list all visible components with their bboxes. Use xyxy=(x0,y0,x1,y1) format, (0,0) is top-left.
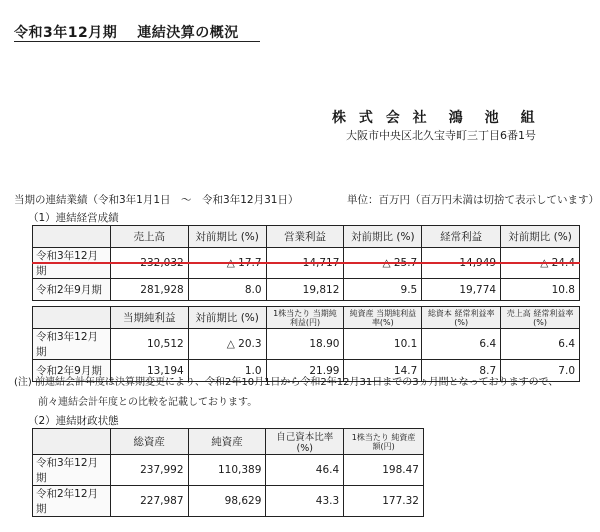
header-cell: 対前期比 (%) xyxy=(188,307,266,329)
row-label: 令和3年12月期 xyxy=(33,329,111,360)
header-cell: 対前期比 (%) xyxy=(188,226,266,248)
header-cell: 自己資本比率(%) xyxy=(266,429,344,455)
cell: 8.7 xyxy=(422,360,501,382)
red-underline-mark xyxy=(32,262,580,264)
cell: 227,987 xyxy=(110,486,188,517)
cell: 18.90 xyxy=(266,329,344,360)
cell: △ 20.3 xyxy=(188,329,266,360)
row-label: 令和2年9月期 xyxy=(33,360,111,382)
title-text: 連結決算の概況 xyxy=(137,25,239,41)
unit-text: 単位：百万円（百万円未満は切捨て表示しています） xyxy=(347,194,599,206)
row-label: 令和2年12月期 xyxy=(33,486,111,517)
table-row xyxy=(33,279,580,301)
header-cell: 営業利益 xyxy=(266,226,344,248)
table-row xyxy=(33,455,424,486)
cell: 19,812 xyxy=(266,279,344,301)
header-cell: 売上高 xyxy=(110,226,188,248)
row-label: 令和3年12月期 xyxy=(33,248,111,279)
header-cell xyxy=(33,429,111,455)
table-row xyxy=(33,486,424,517)
cell: 237,992 xyxy=(110,455,188,486)
section2-title: （2）連結財政状態 xyxy=(28,415,119,427)
period-text: 当期の連結業績（令和3年1月1日 ～ 令和3年12月31日） xyxy=(14,194,299,206)
cell: 19,774 xyxy=(422,279,501,301)
table-header-row xyxy=(33,429,424,455)
cell: 6.4 xyxy=(422,329,501,360)
cell: 10,512 xyxy=(110,329,188,360)
cell: 14.7 xyxy=(344,360,422,382)
cell: 10.8 xyxy=(501,279,580,301)
header-cell xyxy=(33,307,111,329)
cell: 7.0 xyxy=(501,360,580,382)
cell: 281,928 xyxy=(110,279,188,301)
cell: 10.1 xyxy=(344,329,422,360)
header-cell: 当期純利益 xyxy=(110,307,188,329)
header-cell: 総資産 xyxy=(110,429,188,455)
header-cell: 総資本 経常利益率(%) xyxy=(422,307,501,329)
header-cell: 経常利益 xyxy=(422,226,501,248)
financial-position-table xyxy=(32,428,424,517)
header-cell: 対前期比 (%) xyxy=(501,226,580,248)
title-underline xyxy=(14,41,260,42)
cell: 46.4 xyxy=(266,455,344,486)
table-row xyxy=(33,329,580,360)
cell: 13,194 xyxy=(110,360,188,382)
header-cell: 1株当たり 純資産額(円) xyxy=(344,429,424,455)
header-cell: 純資産 xyxy=(188,429,266,455)
header-cell: 純資産 当期純利益率(%) xyxy=(344,307,422,329)
cell: 21.99 xyxy=(266,360,344,382)
title-period: 令和3年12月期 xyxy=(14,25,118,41)
company-name: 株 式 会 社 鴻 池 組 xyxy=(332,110,539,126)
company-address: 大阪市中央区北久宝寺町三丁目6番1号 xyxy=(346,129,536,142)
header-cell xyxy=(33,226,111,248)
cell: 43.3 xyxy=(266,486,344,517)
cell: 1.0 xyxy=(188,360,266,382)
footnote-line-1: (注) 前連結会計年度は決算期変更により、令和2年10月1日から令和2年12月31日までの3ヵ月間となっておりますので、 xyxy=(14,377,559,388)
header-cell: 1株当たり 当期純利益(円) xyxy=(266,307,344,329)
row-label: 令和3年12月期 xyxy=(33,455,111,486)
cell: 9.5 xyxy=(344,279,422,301)
cell: 98,629 xyxy=(188,486,266,517)
cell: 110,389 xyxy=(188,455,266,486)
header-cell: 売上高 経常利益率(%) xyxy=(501,307,580,329)
table-header-row xyxy=(33,226,580,248)
cell: 6.4 xyxy=(501,329,580,360)
net-income-table xyxy=(32,306,580,382)
row-label: 令和2年9月期 xyxy=(33,279,111,301)
header-cell: 対前期比 (%) xyxy=(344,226,422,248)
section1-title: （1）連結経営成績 xyxy=(28,212,119,224)
cell: 8.0 xyxy=(188,279,266,301)
cell: 198.47 xyxy=(344,455,424,486)
cell: 177.32 xyxy=(344,486,424,517)
footnote-line-2: 前々連結会計年度との比較を記載しております。 xyxy=(38,397,258,408)
page-title xyxy=(14,22,239,42)
table-header-row xyxy=(33,307,580,329)
